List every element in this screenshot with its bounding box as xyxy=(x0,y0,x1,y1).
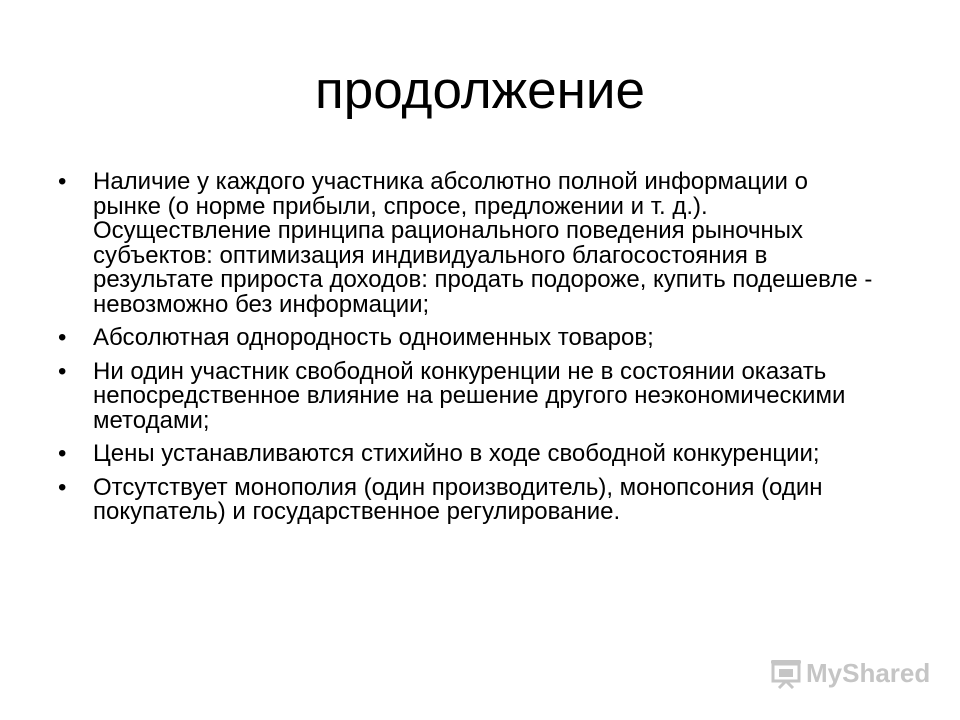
bullet-item xyxy=(58,442,878,467)
bullet-marker: • xyxy=(58,324,67,351)
bullet-text: Отсутствует монополия (один производитель), монопсония (один покупатель) и государственное регулирование. xyxy=(93,473,823,525)
bullet-marker: • xyxy=(58,357,67,385)
bullet-marker: • xyxy=(58,440,67,467)
slide-title: продолжение xyxy=(315,61,645,120)
bullet-text: Наличие у каждого участника абсолютно полной информации о рынке (о норме прибыли, спросе, предложении и т. д.). Осуществление принципа рационального поведения рыночных субъектов: оптимизация индивидуального благосостояния в результате прироста доходов: продать подороже, купить подешевле - невозможно без информации; xyxy=(93,168,873,318)
logo-text: MyShared xyxy=(806,657,931,688)
bullet-marker: • xyxy=(58,168,67,195)
bullet-list xyxy=(58,170,878,534)
bullet-text: Ни один участник свободной конкуренции не в состоянии оказать непосредственное влияние на решение другого неэкономическими методами; xyxy=(93,357,846,434)
bullet-marker: • xyxy=(58,473,67,501)
myshared-logo xyxy=(769,655,930,691)
bullet-text: Цены устанавливаются стихийно в ходе свободной конкуренции; xyxy=(93,440,820,467)
projector-screen-icon xyxy=(769,657,803,689)
bullet-item xyxy=(58,326,878,351)
bullet-item xyxy=(58,170,878,317)
bullet-item xyxy=(58,357,878,434)
bullet-item xyxy=(58,473,878,525)
bullet-text: Абсолютная однородность одноименных товаров; xyxy=(93,324,654,351)
